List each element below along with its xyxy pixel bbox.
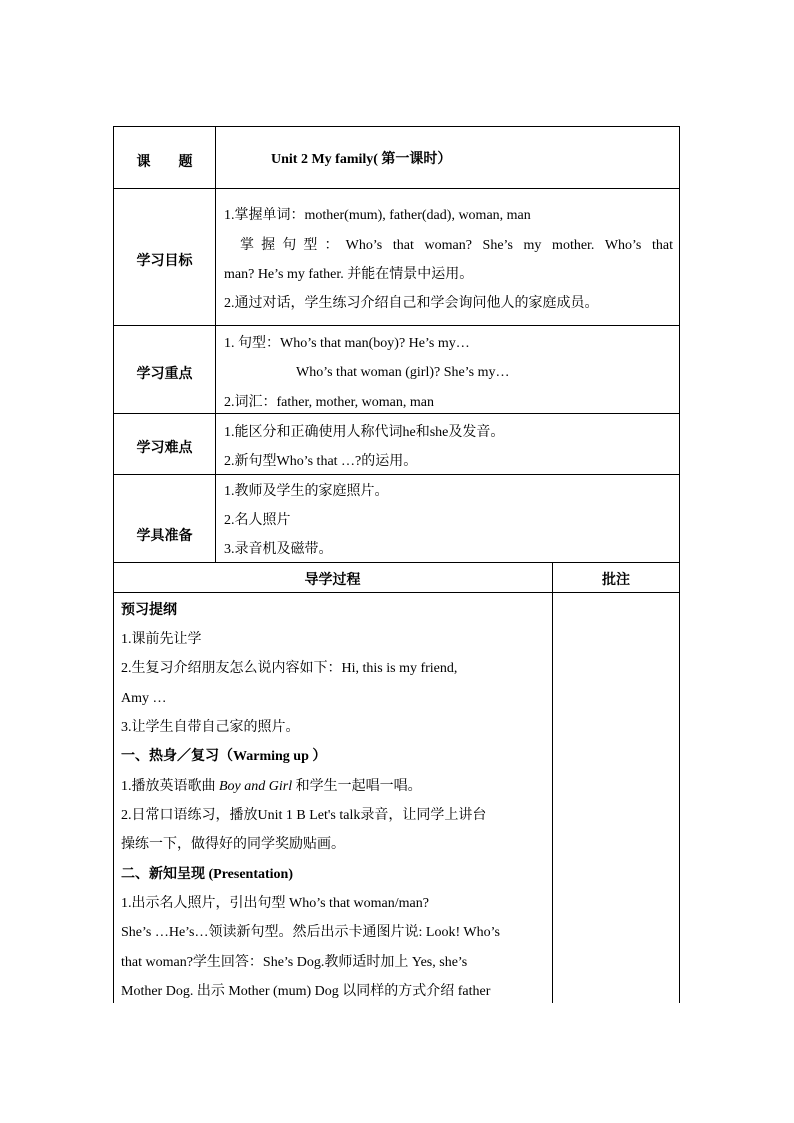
objectives-line: man? He’s my father. 并能在情景中运用。 [224,267,474,282]
table-rule [113,592,680,593]
table-rule [215,126,216,562]
objectives-label: 学习目标 [136,253,193,269]
table-rule [113,325,680,326]
topic-label: 课 题 [136,154,193,170]
presentation-line: She’s …He’s…领读新句型。然后出示卡通图片说: Look! Who’s [121,925,500,940]
table-rule [113,413,680,414]
difficulties-line: 2.新句型Who’s that …?的运用。 [224,454,418,469]
materials-line: 2.名人照片 [224,513,291,528]
presentation-line: Mother Dog. 出示 Mother (mum) Dog 以同样的方式介绍 father [121,984,491,999]
topic-value: Unit 2 My family( 第一课时） [271,152,452,167]
key-points-line: 2.词汇：father, mother, woman, man [224,395,434,410]
objectives-line: 掌握句型：Who’s that woman? She’s my mother. Who’s that [240,238,673,253]
warmup-line: 1.播放英语歌曲 Boy and Girl 和学生一起唱一唱。 [121,779,422,794]
presentation-line: that woman?学生回答：She’s Dog.教师适时加上 Yes, she’s [121,955,468,970]
process-header: 导学过程 [304,572,361,588]
presentation-heading: 二、新知呈现 (Presentation) [121,867,293,882]
warmup-heading: 一、热身／复习（Warming up ） [121,749,327,764]
table-rule [113,474,680,475]
key-points-line: 1. 句型：Who’s that man(boy)? He’s my… [224,336,470,351]
preview-heading: 预习提纲 [121,602,177,618]
materials-line: 1.教师及学生的家庭照片。 [224,484,389,499]
objectives-line: 1.掌握单词：mother(mum), father(dad), woman, man [224,208,531,223]
song-title: Boy and Girl [219,779,293,794]
notes-header: 批注 [602,572,630,588]
materials-label: 学具准备 [136,528,193,544]
preview-line: 2.生复习介绍朋友怎么说内容如下：Hi, this is my friend, [121,661,458,676]
materials-line: 3.录音机及磁带。 [224,542,333,557]
difficulties-line: 1.能区分和正确使用人称代词he和she及发音。 [224,425,505,440]
key-points-label: 学习重点 [136,366,193,382]
preview-line: 3.让学生自带自己家的照片。 [121,720,300,735]
preview-line: Amy … [121,691,167,706]
table-rule [113,562,680,563]
table-rule [113,188,680,189]
objectives-line: 2.通过对话，学生练习介绍自己和学会询问他人的家庭成员。 [224,296,599,311]
warmup-line: 操练一下，做得好的同学奖励贴画。 [121,837,345,852]
key-points-line: Who’s that woman (girl)? She’s my… [296,365,510,380]
presentation-line: 1.出示名人照片，引出句型 Who’s that woman/man? [121,896,429,911]
difficulties-label: 学习难点 [136,440,193,456]
table-rule [552,562,553,1003]
warmup-line: 2.日常口语练习，播放Unit 1 B Let's talk录音，让同学上讲台 [121,808,487,823]
preview-line: 1.课前先让学 [121,632,202,647]
